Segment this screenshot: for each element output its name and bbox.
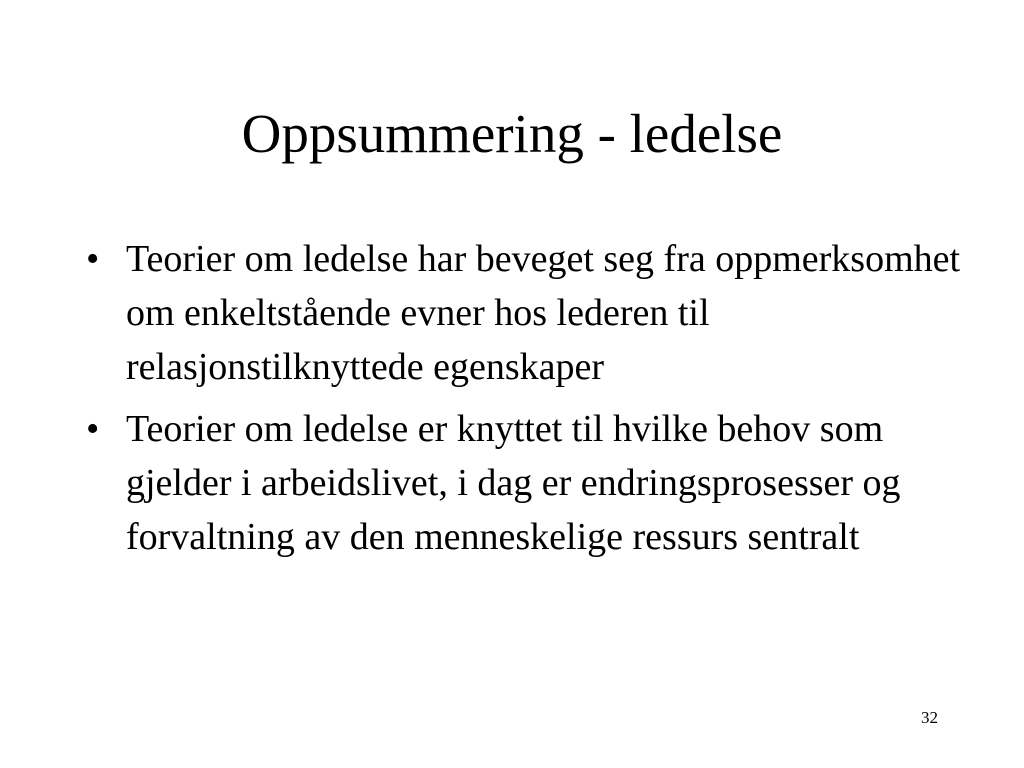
bullet-icon: •	[86, 408, 100, 450]
bullet-icon: •	[86, 238, 100, 280]
bullet-item	[82, 232, 962, 394]
bullet-text: Teorier om ledelse har beveget seg fra oppmerksomhet om enkeltstående evner hos lederen til relasjonstilknyttede egenskaper	[126, 238, 961, 388]
bullet-item	[82, 402, 962, 564]
slide-title: Oppsummering - ledelse	[241, 103, 783, 164]
bullet-list	[82, 232, 962, 572]
page-number: 32	[921, 708, 938, 727]
bullet-text: Teorier om ledelse er knyttet til hvilke behov som gjelder i arbeidslivet, i dag er endringsprosesser og forvaltning av den menneskelige ressurs sentralt	[126, 408, 901, 558]
